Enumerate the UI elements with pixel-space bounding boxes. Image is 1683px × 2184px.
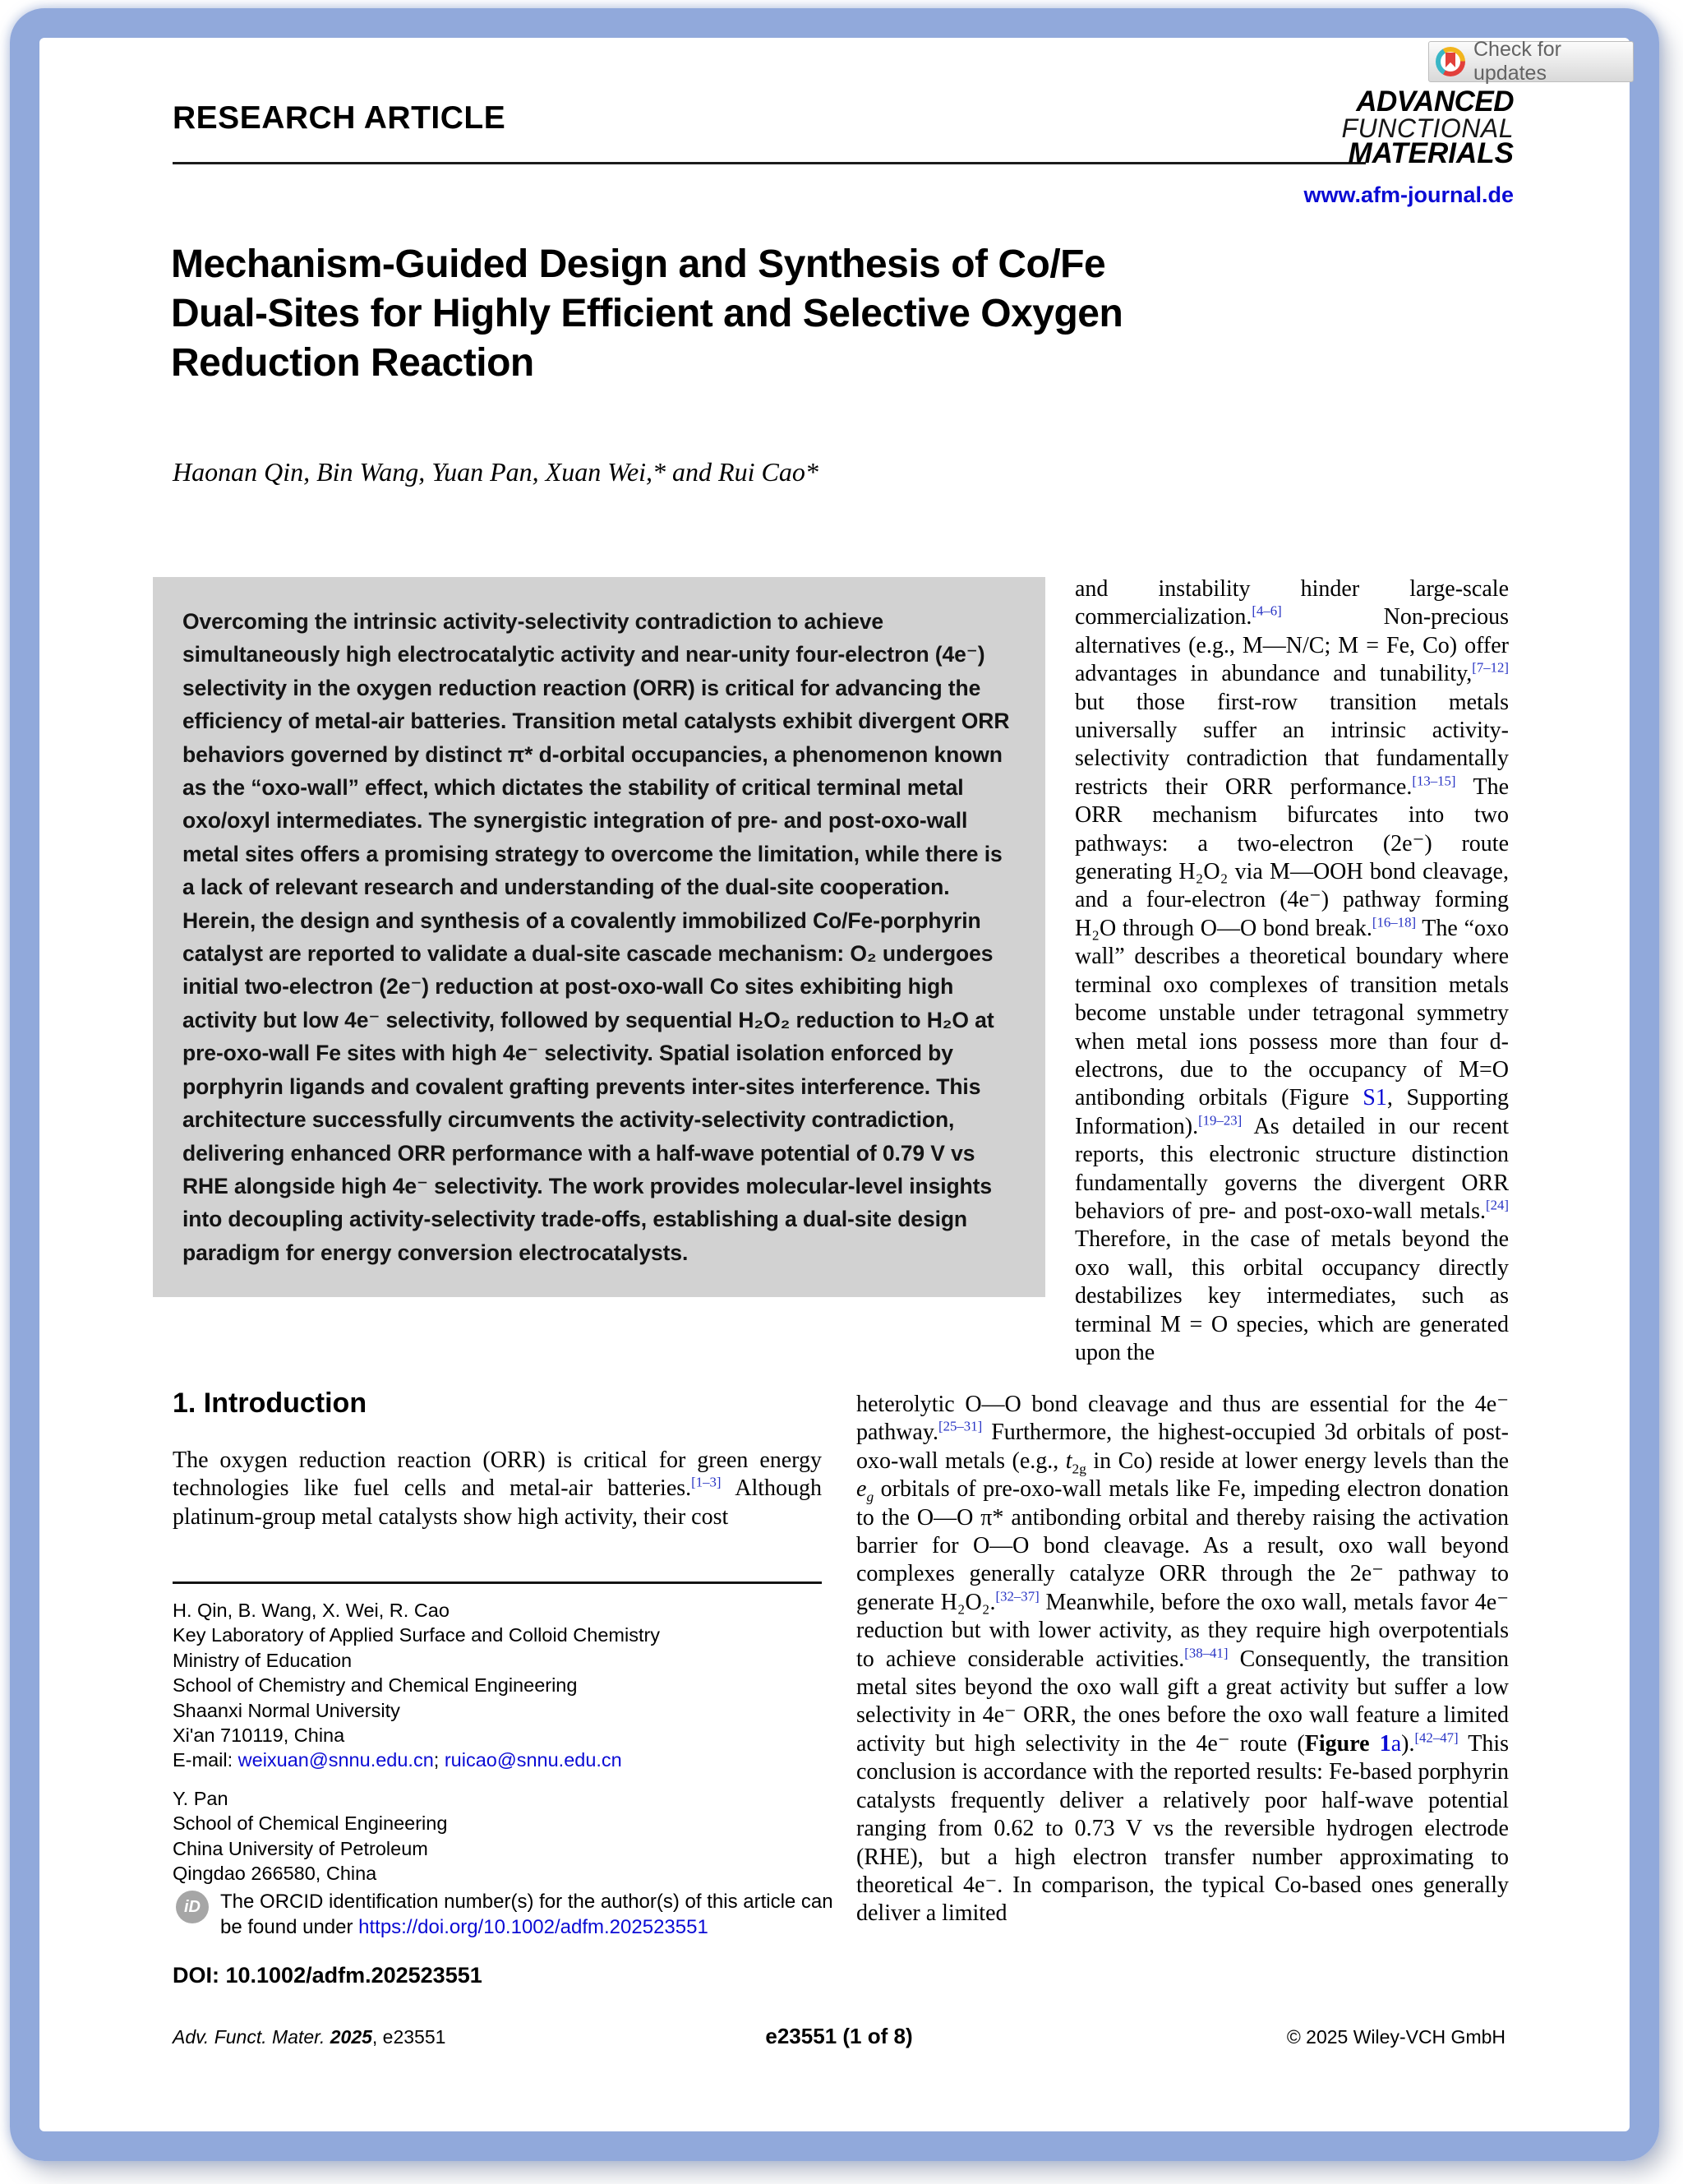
journal-url-link[interactable]: www.afm-journal.de [1303, 182, 1514, 207]
citation-ref[interactable]: [16–18] [1372, 914, 1417, 930]
text-segment: The ORR mechanism bifurcates into two pathways: a two-electron (2e⁻) route generating H₂O₂ via M—OOH bond cleavage, and a four-electron (4e⁻) pathway forming H₂O through O—O bond break. [1075, 773, 1510, 941]
footer-copyright: © 2025 Wiley-VCH GmbH [1286, 2026, 1506, 2048]
citation-ref[interactable]: [42–47] [1414, 1729, 1459, 1746]
text-segment: E-mail: [173, 1749, 238, 1771]
citation-ref[interactable]: [24] [1486, 1197, 1509, 1213]
inline-link[interactable]: weixuan@snnu.edu.cn [237, 1749, 434, 1771]
footer-citation [173, 2026, 617, 2048]
text-segment: Figure [1304, 1730, 1380, 1757]
affiliation-line: School of Chemical Engineering [173, 1812, 448, 1835]
author-list: Haonan Qin, Bin Wang, Yuan Pan, Xuan Wei,* and Rui Cao* [173, 457, 818, 487]
section-heading-introduction: 1. Introduction [173, 1388, 367, 1419]
article-title-line3: Reduction Reaction [171, 341, 534, 385]
citation-ref[interactable]: [13–15] [1412, 773, 1456, 789]
citation-ref[interactable]: [7–12] [1472, 659, 1509, 676]
article-title [171, 240, 1123, 388]
text-segment: , Supporting Information). [1075, 1085, 1509, 1139]
text-segment: Although platinum-group metal catalysts show high activity, their cost [173, 1475, 822, 1530]
affiliation-line: H. Qin, B. Wang, X. Wei, R. Cao [173, 1600, 450, 1621]
abstract-box [153, 577, 1045, 1297]
orcid-note-text [220, 1889, 842, 1940]
text-segment: Therefore, in the case of metals beyond the oxo wall, this orbital occupancy directly destabilizes key intermediates, such as terminal M = O species, which are generated upon the [1075, 1226, 1509, 1365]
text-segment: Meanwhile, before the oxo wall, metals favor 4e⁻ reduction but with lower activity, as they require high overpotentials to achieve considerable activities. [856, 1589, 1510, 1672]
inline-link[interactable]: S1 [1363, 1085, 1387, 1111]
affiliation-group-1 [173, 1598, 830, 1773]
text-segment: g [866, 1489, 874, 1505]
text-segment: ). [1401, 1730, 1415, 1757]
text-segment: t [1065, 1448, 1072, 1474]
article-type-label: RESEARCH ARTICLE [173, 100, 506, 136]
crossmark-icon [1436, 47, 1465, 76]
text-segment: The “oxo wall” describes a theoretical boundary where terminal oxo complexes of transition metals become unstable under tetragonal symmetry when metal ions possess more than four d-electrons, due to the occupancy of M=O antibonding orbitals (Figure [1075, 915, 1510, 1111]
inline-link[interactable]: https://doi.org/10.1002/adfm.202523551 [358, 1916, 708, 1938]
journal-logo-line3: MATERIALS [1348, 136, 1514, 169]
body-column-right-bottom [856, 1391, 1509, 1928]
citation-ref[interactable]: [4–6] [1252, 603, 1282, 620]
doi-line: DOI: 10.1002/adfm.202523551 [173, 1963, 482, 1988]
footnote-block [173, 1598, 830, 1899]
text-segment: heterolytic O—O bond cleavage and thus are essential for the 4e⁻ pathway. [856, 1392, 1509, 1446]
check-for-updates-button[interactable] [1428, 38, 1634, 85]
text-segment: 2g [1072, 1461, 1086, 1477]
citation-ref[interactable]: [25–31] [938, 1419, 983, 1435]
text-segment: , e23551 [371, 2026, 446, 2048]
citation-ref[interactable]: [32–37] [995, 1588, 1040, 1605]
text-segment: orbitals of pre-oxo-wall metals like Fe, impeding electron donation to the O—O π* antibonding orbital and thereby raising the activation barrier for O—O bond cleavage. As a result, oxo wall beyond complexes generally catalyze ORR through the 2e⁻ pathway to generate H₂O₂. [856, 1476, 1509, 1615]
text-segment: Consequently, the transition metal sites beyond the oxo wall gift a great activity but suffer a low selectivity in 4e⁻ ORR, the ones before the oxo wall feature a limited activity but high selectivity in the 4e⁻ route ( [856, 1646, 1509, 1757]
journal-logo-line2: FUNCTIONAL [1341, 113, 1514, 143]
text-segment: e [856, 1476, 867, 1503]
affiliation-line: School of Chemistry and Chemical Engineering [173, 1674, 578, 1697]
text-segment: As detailed in our recent reports, this electronic structure distinction fundamentally governs the divergent ORR behaviors of pre- and post-oxo-wall metals. [1075, 1113, 1509, 1224]
inline-link[interactable]: ruicao@snnu.edu.cn [444, 1749, 622, 1771]
text-segment: but those first-row transition metals universally suffer an intrinsic activity-selectivity contradiction that fundamentally restricts their ORR performance. [1075, 689, 1509, 800]
affiliation-line: Xi'an 710119, China [173, 1725, 345, 1747]
inline-link[interactable]: a [1390, 1730, 1402, 1757]
check-for-updates-label: Check for updates [1473, 38, 1561, 85]
text-segment: and instability hinder large-scale commercialization. [1075, 576, 1509, 630]
affiliation-group-2 [173, 1786, 830, 1886]
citation-ref[interactable]: [19–23] [1198, 1112, 1243, 1129]
footer-page-number: e23551 (1 of 8) [765, 2024, 913, 2048]
orcid-icon: iD [176, 1891, 209, 1923]
text-segment: Non-precious alternatives (e.g., M—N/C; M = Fe, Co) offer advantages in abundance and tunability, [1075, 604, 1509, 687]
article-title-line1: Mechanism-Guided Design and Synthesis of Co/Fe [171, 242, 1106, 286]
journal-logo-line1: ADVANCED [1356, 85, 1514, 118]
text-segment: The oxygen reduction reaction (ORR) is critical for green energy technologies like fuel cells and metal-air batteries. [173, 1448, 822, 1502]
inline-link[interactable]: 1 [1379, 1730, 1391, 1757]
orcid-note-row [176, 1889, 842, 1940]
introduction-paragraph [173, 1447, 822, 1531]
citation-ref[interactable]: [1–3] [691, 1475, 722, 1491]
affiliation-line: Key Laboratory of Applied Surface and Colloid Chemistry [173, 1624, 661, 1646]
affiliation-line: Qingdao 266580, China [173, 1863, 377, 1885]
abstract-text: Overcoming the intrinsic activity-selectivity contradiction to achieve simultaneously high electrocatalytic activity and near-unity four-electron (4e⁻) selectivity in the oxygen reduction reaction (ORR) is critical for advancing the efficiency of metal-air batteries. Transition metal catalysts exhibit divergent ORR behaviors governed by distinct π* d-orbital occupancies, a phenomenon known as the “oxo-wall” effect, which dictates the stability of critical terminal metal oxo/oxyl intermediates. The synergistic integration of pre- and post-oxo-wall metal sites offers a promising strategy to overcome the limitation, while there is a lack of relevant research and understanding of the dual-site cooperation. Herein, the design and synthesis of a covalently immobilized Co/Fe-porphyrin catalyst are reported to validate a dual-site cascade mechanism: O₂ undergoes initial two-electron (2e⁻) reduction at post-oxo-wall Co sites exhibiting high activity but low 4e⁻ selectivity, followed by sequential H₂O₂ reduction to H₂O at pre-oxo-wall Fe sites with high 4e⁻ selectivity. Spatial isolation enforced by porphyrin ligands and covalent grafting prevents inter-sites interference. This architecture successfully circumvents the activity-selectivity contradiction, delivering enhanced ORR performance with a half-wave potential of 0.79 V vs RHE alongside high 4e⁻ selectivity. The work provides molecular-level insights into decoupling activity-selectivity trade-offs, establishing a dual-site design paradigm for energy conversion electrocatalysts. [182, 609, 1010, 1265]
article-title-line2: Dual-Sites for Highly Efficient and Selective Oxygen [171, 292, 1123, 335]
footnote-divider [173, 1581, 822, 1584]
text-segment: 2025 [330, 2026, 372, 2048]
affiliation-line: Shaanxi Normal University [173, 1699, 400, 1721]
text-segment: Adv. Funct. Mater. [173, 2026, 330, 2048]
text-segment: in Co) reside at lower energy levels than the [1086, 1448, 1509, 1474]
body-column-right-top [1075, 575, 1509, 1367]
affiliation-line: Ministry of Education [173, 1649, 353, 1671]
text-segment: The ORCID identification number(s) for the author(s) of this article can be found under [220, 1891, 833, 1938]
text-segment: This conclusion is accordance with the reported results: Fe-based porphyrin catalysts frequently deliver a relatively poor half-wave potential ranging from 0.62 to 0.73 V vs the reversible hydrogen electrode (RHE), but a high electron transfer number approximating to theoretical 4e⁻. In comparison, the typical Co-based ones generally deliver a limited [856, 1730, 1510, 1927]
email-line [173, 1748, 830, 1772]
journal-logo [1183, 85, 1514, 169]
affiliation-line: Y. Pan [173, 1787, 228, 1809]
affiliation-line: China University of Petroleum [173, 1837, 428, 1859]
citation-ref[interactable]: [38–41] [1184, 1645, 1229, 1661]
page-footer [173, 2024, 1505, 2049]
text-segment: Furthermore, the highest-occupied 3d orbitals of post-oxo-wall metals (e.g., [856, 1420, 1509, 1474]
text-segment: ; [433, 1749, 445, 1771]
